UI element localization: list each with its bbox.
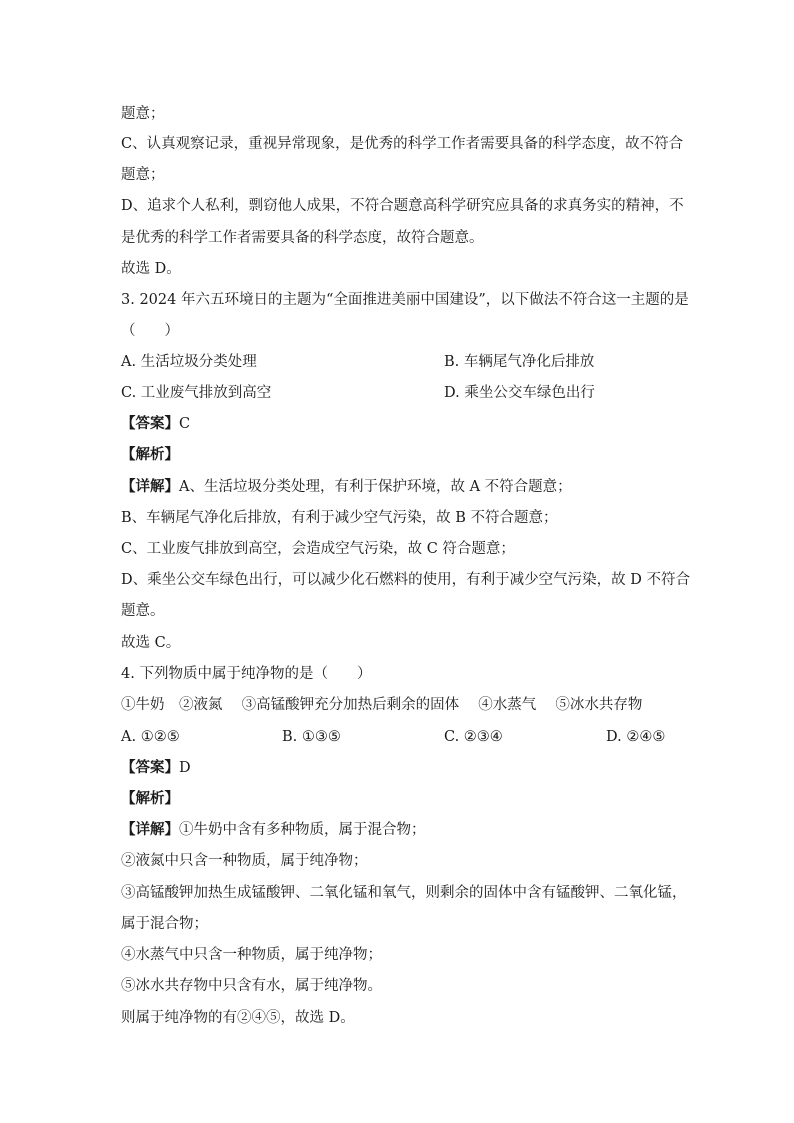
answer-value: D (179, 760, 191, 776)
question-3-stem: 3. 2024 年六五环境日的主题为“全面推进美丽中国建设”，以下做法不符合这一主题的是 (121, 292, 689, 308)
question-4-items: ①牛奶 ②液氮 ③高锰酸钾充分加热后剩余的固体 ④水蒸气 ⑤冰水共存物 (121, 697, 643, 713)
detail-label: 【详解】 (121, 478, 179, 495)
q3-option-d: D. 乘坐公交车绿色出行 (444, 385, 595, 401)
text-line: 题意； (121, 106, 165, 122)
answer-label: 【答案】 (121, 415, 179, 432)
q3-option-c: C. 工业废气排放到高空 (121, 385, 272, 401)
q4-option-a: A. ①②⑤ (121, 729, 180, 745)
answer-value: C (179, 416, 191, 432)
q3-option-b: B. 车辆尾气净化后排放 (444, 354, 595, 370)
q4-detail-line: ②液氮中只含一种物质，属于纯净物； (121, 853, 368, 869)
q4-option-c: C. ②③④ (444, 729, 503, 745)
q3-analysis-label: 【解析】 (121, 446, 179, 463)
q3-detail-line: D、乘坐公交车绿色出行，可以减少化石燃料的使用，有利于减少空气污染，故 D 不符合 (121, 572, 690, 588)
q4-detail-line: ③高锰酸钾加热生成锰酸钾、二氧化锰和氧气，则剩余的固体中含有锰酸钾、二氧化锰， (121, 885, 687, 901)
q3-detail-line: B、车辆尾气净化后排放，有利于减少空气污染，故 B 不符合题意； (121, 510, 558, 526)
q4-analysis-label: 【解析】 (121, 790, 179, 807)
question-3-bracket: （ ） (121, 323, 179, 339)
text-line: D、追求个人私利，剽窃他人成果，不符合题意高科学研究应具备的求真务实的精神，不 (121, 198, 684, 214)
q3-detail-line (121, 477, 572, 497)
q4-option-b: B. ①③⑤ (282, 729, 341, 745)
q3-option-a: A. 生活垃圾分类处理 (121, 354, 257, 370)
q4-detail-line (121, 820, 426, 840)
q3-detail-line: 故选 C。 (121, 635, 181, 651)
detail-label: 【详解】 (121, 821, 179, 838)
q4-detail-line: ④水蒸气中只含一种物质，属于纯净物； (121, 947, 382, 963)
q4-detail-line: ⑤冰水共存物中只含有水，属于纯净物。 (121, 978, 382, 994)
q4-detail-line: 属于混合物； (121, 916, 208, 932)
detail-text: A、生活垃圾分类处理，有利于保护环境，故 A 不符合题意； (179, 479, 572, 495)
q3-detail-line: C、工业废气排放到高空，会造成空气污染，故 C 符合题意； (121, 541, 515, 557)
text-line: C、认真观察记录，重视异常现象，是优秀的科学工作者需要具备的科学态度，故不符合 (121, 136, 684, 152)
text-line: 题意； (121, 167, 165, 183)
q3-detail-line: 题意。 (121, 603, 165, 619)
q4-detail-line: 则属于纯净物的有②④⑤，故选 D。 (121, 1010, 355, 1026)
answer-label: 【答案】 (121, 759, 179, 776)
text-line: 是优秀的科学工作者需要具备的科学态度，故符合题意。 (121, 230, 484, 246)
q4-option-d: D. ②④⑤ (606, 729, 666, 745)
q4-answer (121, 758, 191, 778)
detail-text: ①牛奶中含有多种物质，属于混合物； (179, 822, 426, 838)
question-4-stem: 4. 下列物质中属于纯净物的是（ ） (121, 666, 372, 682)
text-line: 故选 D。 (121, 261, 181, 277)
q3-answer (121, 414, 190, 434)
